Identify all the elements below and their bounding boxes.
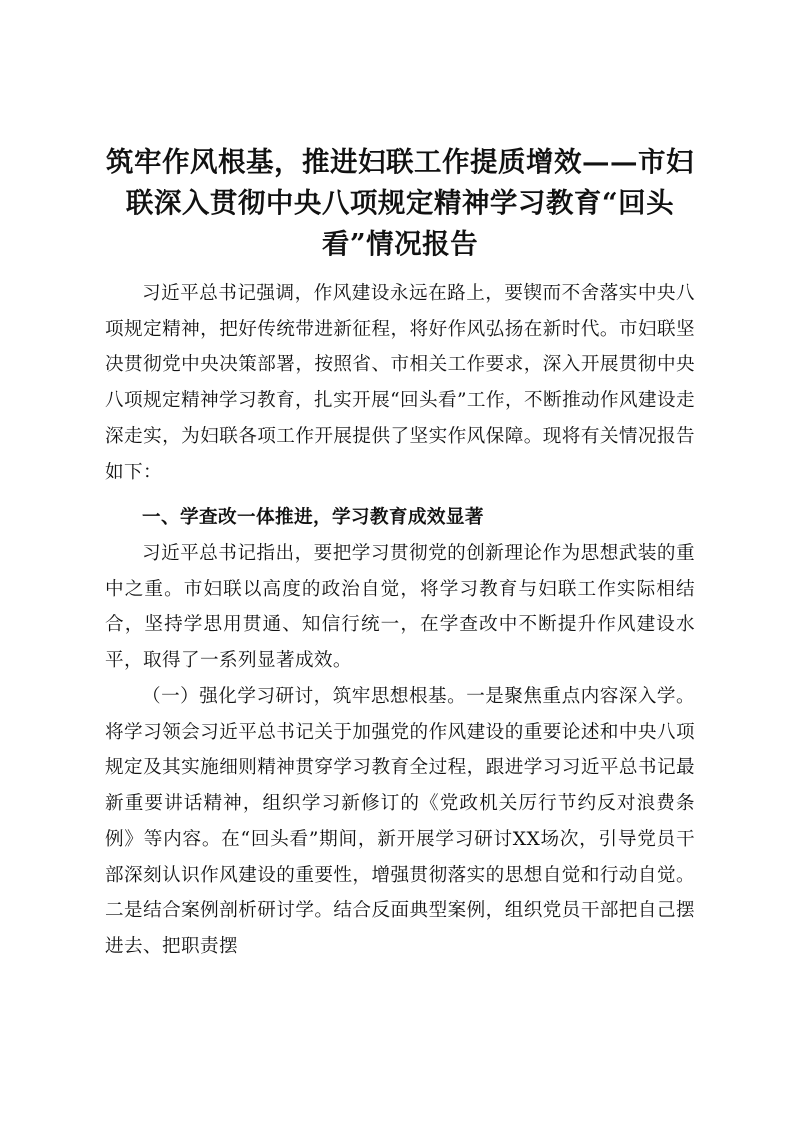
subsection-1-paragraph bbox=[105, 679, 695, 965]
intro-paragraph: 习近平总书记强调，作风建设永远在路上，要锲而不舍落实中央八项规定精神，把好传统带进新征程，将好作风弘扬在新时代。市妇联坚决贯彻党中央决策部署，按照省、市相关工作要求，深入开展贯彻中央八项规定精神学习教育，扎实开展“回头看”工作，不断推动作风建设走深走实，为妇联各项工作开展提供了坚实作风保障。现将有关情况报告如下： bbox=[105, 283, 695, 483]
subsection-1-text: 一是聚焦重点内容深入学。将学习领会习近平总书记关于加强党的作风建设的重要论述和中央八项规定及其实施细则精神贯穿学习教育全过程，跟进学习习近平总书记最新重要讲话精神，组织学习新修订的《党政机关厉行节约反对浪费条例》等内容。在“回头看”期间，新开展学习研讨XX场次，引导党员干部深刻认识作风建设的重要性，增强贯彻落实的思想自觉和行动自觉。二是结合案例剖析研讨学。结合反面典型案例，组织党员干部把自己摆进去、把职责摆 bbox=[105, 686, 695, 957]
section-heading-1: 一、学查改一体推进，学习教育成效显著 bbox=[142, 507, 484, 528]
document-title: 筑牢作风根基，推进妇联工作提质增效——市妇联深入贯彻中央八项规定精神学习教育“回头看”情况报告 bbox=[106, 146, 694, 260]
section-1-paragraph: 习近平总书记指出，要把学习贯彻党的创新理论作为思想武装的重中之重。市妇联以高度的政治自觉，将学习教育与妇联工作实际相结合，坚持学思用贯通、知信行统一，在学查改中不断提升作风建设水平，取得了一系列显著成效。 bbox=[105, 543, 695, 672]
subsection-heading-1: （一）强化学习研讨，筑牢思想根基。 bbox=[142, 686, 467, 707]
